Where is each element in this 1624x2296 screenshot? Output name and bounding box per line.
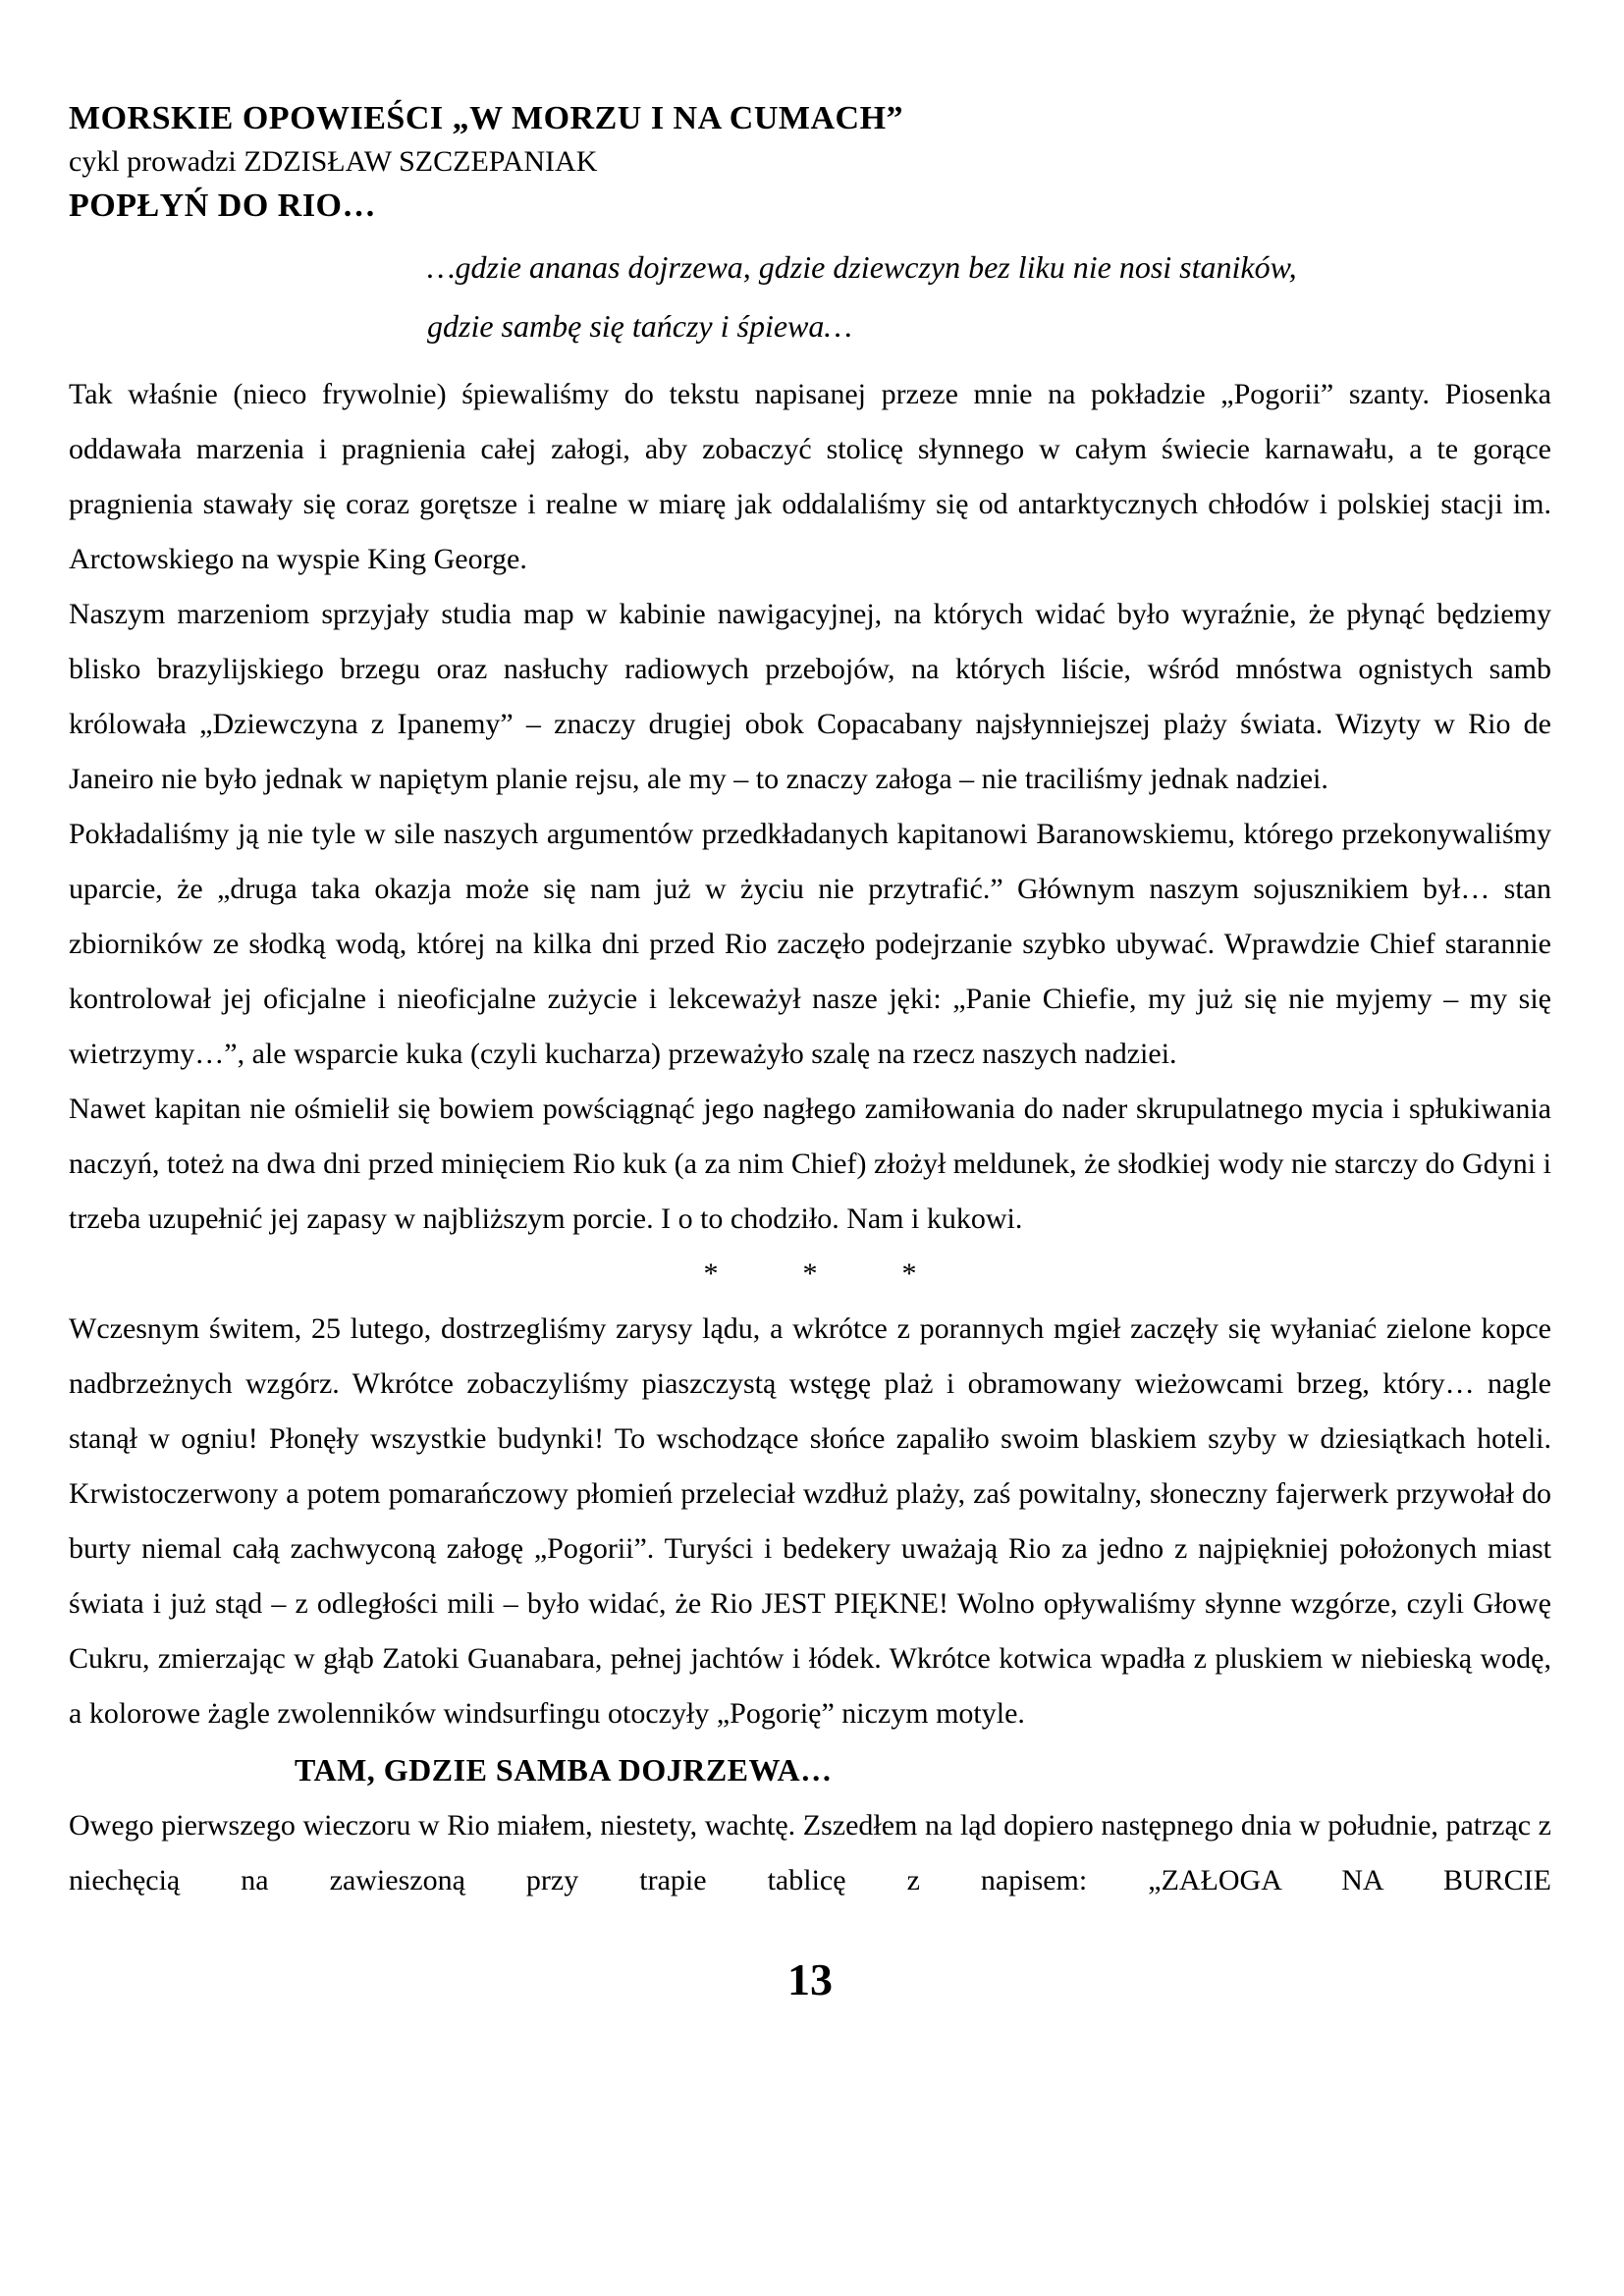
page-number: 13 — [787, 1954, 833, 2004]
paragraph-6: Owego pierwszego wieczoru w Rio miałem, niestety, wachtę. Zszedłem na ląd dopiero następnego dnia w południe, patrząc z niechęcią na zawieszoną przy trapie tablicę z napisem: „ZAŁOGA NA BURCIE — [69, 1809, 1551, 1896]
separator-asterisk: * — [802, 1257, 818, 1290]
article-body — [69, 367, 1551, 1908]
epigraph-line-2: gdzie sambę się tańczy i śpiewa… — [427, 308, 852, 344]
paragraph-1: Tak właśnie (nieco frywolnie) śpiewaliśmy do tekstu napisanej przeze mnie na pokładzie „Pogorii” szanty. Piosenka oddawała marzenia i pragnienia całej załogi, aby zobaczyć stolicę słynnego w całym świecie karnawału, a te gorące pragnienia stawały się coraz gorętsze i realne w miarę jak oddalaliśmy się od antarktycznych chłodów i polskiej stacji im. Arctowskiego na wyspie King George. — [69, 378, 1551, 575]
byline: cykl prowadzi ZDZISŁAW SZCZEPANIAK — [69, 145, 598, 178]
separator-asterisk: * — [901, 1257, 917, 1290]
paragraph-2: Naszym marzeniom sprzyjały studia map w kabinie nawigacyjnej, na których widać było wyraźnie, że płynąć będziemy blisko brazylijskiego brzegu oraz nasłuchy radiowych przebojów, na których liście, wśród mnóstwa ognistych samb królowała „Dziewczyna z Ipanemy” – znaczy drugiej obok Copacabany najsłynniejszej plaży świata. Wizyty w Rio de Janeiro nie było jednak w napiętym planie rejsu, ale my – to znaczy załoga – nie traciliśmy jednak nadziei. — [69, 598, 1551, 795]
separator-asterisk: * — [703, 1257, 719, 1290]
series-title: MORSKIE OPOWIEŚCI „W MORZU I NA CUMACH” — [69, 100, 904, 136]
page-footer — [69, 1953, 1551, 2005]
article-title: POPŁYŃ DO RIO… — [69, 187, 376, 224]
epigraph — [427, 238, 1551, 355]
paragraph-4: Nawet kapitan nie ośmielił się bowiem powściągnąć jego nagłego zamiłowania do nader skrupulatnego mycia i spłukiwania naczyń, toteż na dwa dni przed minięciem Rio kuk (a za nim Chief) złożył meldunek, że słodkiej wody nie starczy do Gdyni i trzeba uzupełnić jej zapasy w najbliższym porcie. I o to chodziło. Nam i kukowi. — [69, 1093, 1551, 1235]
paragraph-3: Pokładaliśmy ją nie tyle w sile naszych argumentów przedkładanych kapitanowi Baranowskiemu, którego przekonywaliśmy uparcie, że „druga taka okazja może się nam już w życiu nie przytrafić.” Głównym naszym sojusznikiem był… stan zbiorników ze słodką wodą, której na kilka dni przed Rio zaczęło podejrzanie szybko ubywać. Wprawdzie Chief starannie kontrolował jej oficjalne i nieoficjalne zużycie i lekceważył nasze jęki: „Panie Chiefie, my już się nie myjemy – my się wietrzymy…”, ale wsparcie kuka (czyli kucharza) przeważyło szalę na rzecz naszych nadziei. — [69, 818, 1551, 1070]
article-header — [69, 96, 1551, 228]
paragraph-5: Wczesnym świtem, 25 lutego, dostrzegliśmy zarysy lądu, a wkrótce z porannych mgieł zaczęły się wyłaniać zielone kopce nadbrzeżnych wzgórz. Wkrótce zobaczyliśmy piaszczystą wstęgę plaż i obramowany wieżowcami brzeg, który… nagle stanął w ogniu! Płonęły wszystkie budynki! To wschodzące słońce zapaliło swoim blaskiem szyby w dziesiątkach hoteli. Krwistoczerwony a potem pomarańczowy płomień przeleciał wzdłuż plaży, zaś powitalny, słoneczny fajerwerk przywołał do burty niemal całą zachwyconą załogę „Pogorii”. Turyści i bedekery uważają Rio za jedno z najpiękniej położonych miast świata i już stąd – z odległości mili – było widać, że Rio JEST PIĘKNE! Wolno opływaliśmy słynne wzgórze, czyli Głowę Cukru, zmierzając w głąb Zatoki Guanabara, pełnej jachtów i łódek. Wkrótce kotwica wpadła z pluskiem w niebieską wodę, a kolorowe żagle zwolenników windsurfingu otoczyły „Pogorię” niczym motyle. — [69, 1312, 1551, 1730]
section-separator — [69, 1247, 1551, 1302]
epigraph-line-1: …gdzie ananas dojrzewa, gdzie dziewczyn bez liku nie nosi staników, — [427, 249, 1297, 285]
section-subheading: TAM, GDZIE SAMBA DOJRZEWA… — [295, 1752, 833, 1788]
